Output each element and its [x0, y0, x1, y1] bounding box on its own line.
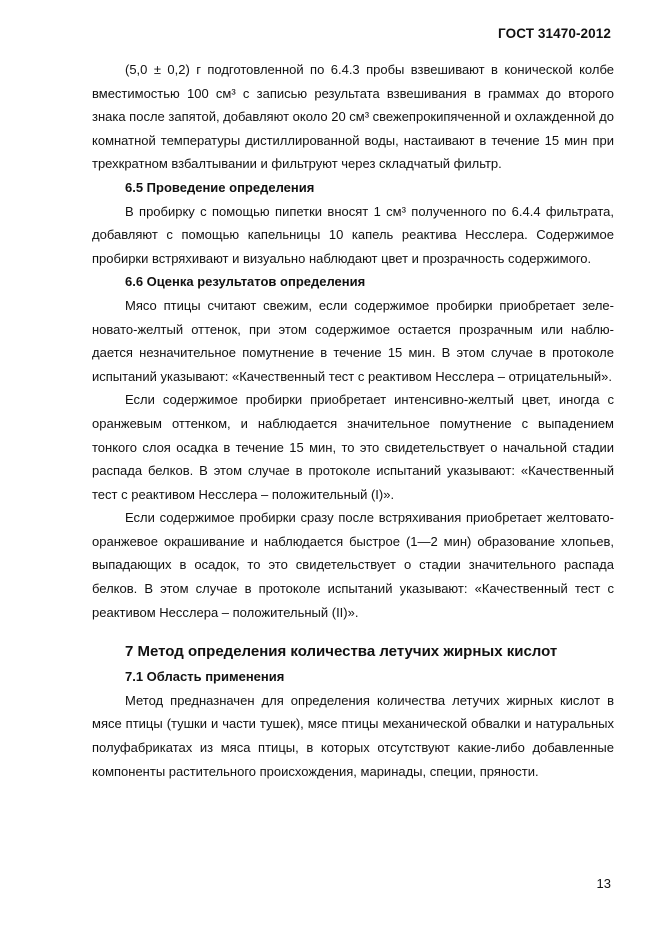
document-header: ГОСТ 31470-2012 [498, 26, 611, 41]
paragraph-procedure: В пробирку с помощью пипетки вносят 1 см³ полученного по 6.4.4 фильтрата, добавляют с помощью капельницы 10 капель реактива Несслера. Содержимое пробирки встряхивают и визуально наблюдают цвет и прозрачность содержимого. [92, 203, 614, 266]
heading-7-1: 7.1 Область применения [125, 669, 285, 685]
page-number: 13 [596, 876, 611, 891]
paragraph-sample-prep: (5,0 ± 0,2) г подготовленной по 6.4.3 пробы взвешивают в конической колбе вместимостью 100 см³ с записью результата взвешивания в граммах до второго знака после запятой, добавляют около 20 см³ свежепрокипяченной и охлажденной до комнатной температуры дистиллированной воды, настаивают в течение 15 мин при трехкратном взбалтывании и фильтруют через складчатый фильтр. [92, 62, 614, 172]
paragraph-scope: Метод предназначен для определения количества летучих жирных кислот в мясе птицы (тушки и части тушек), мясе птицы механической обвалки и натуральных полуфабрикатах из мяса птицы, в которых отсутствуют какие-либо добавленные компоненты растительного происхождения, маринады, специи, пряности. [92, 692, 614, 779]
heading-6-5: 6.5 Проведение определения [125, 179, 315, 195]
paragraph-positive-result-2: Если содержимое пробирки сразу после встряхивания приобретает желтовато-оранжевое окрашивание и наблюдается быстрое (1—2 мин) образование хлопьев, выпадающих в осадок, то это свидетельствует о стадии значительного распада белков. В этом случае в протоколе испытаний указывают: «Качественный тест с реактивом Несслера – положительный (II)». [92, 510, 614, 620]
heading-6-6: 6.6 Оценка результатов определения [125, 274, 366, 290]
paragraph-negative-result: Мясо птицы считают свежим, если содержимое пробирки приобретает зеленовато-желтый оттенок, при этом содержимое остается прозрачным или наблюдается незначительное помутнение в течение 15 мин. В этом случае в протоколе испытаний указывают: «Качественный тест с реактивом Несслера – отрицательный». [92, 297, 614, 384]
page-body [92, 58, 614, 783]
paragraph-positive-result-1: Если содержимое пробирки приобретает интенсивно-желтый цвет, иногда с оранжевым оттенком, и наблюдается значительное помутнение с выпадением тонкого слоя осадка в течение 15 мин, то это свидетельствует о начальной стадии распада белков. В этом случае в протоколе испытаний указывают: «Качественный тест с реактивом Несслера – положительный (I)». [92, 392, 614, 502]
section-7-title: 7 Метод определения количества летучих жирных кислот [125, 643, 558, 661]
